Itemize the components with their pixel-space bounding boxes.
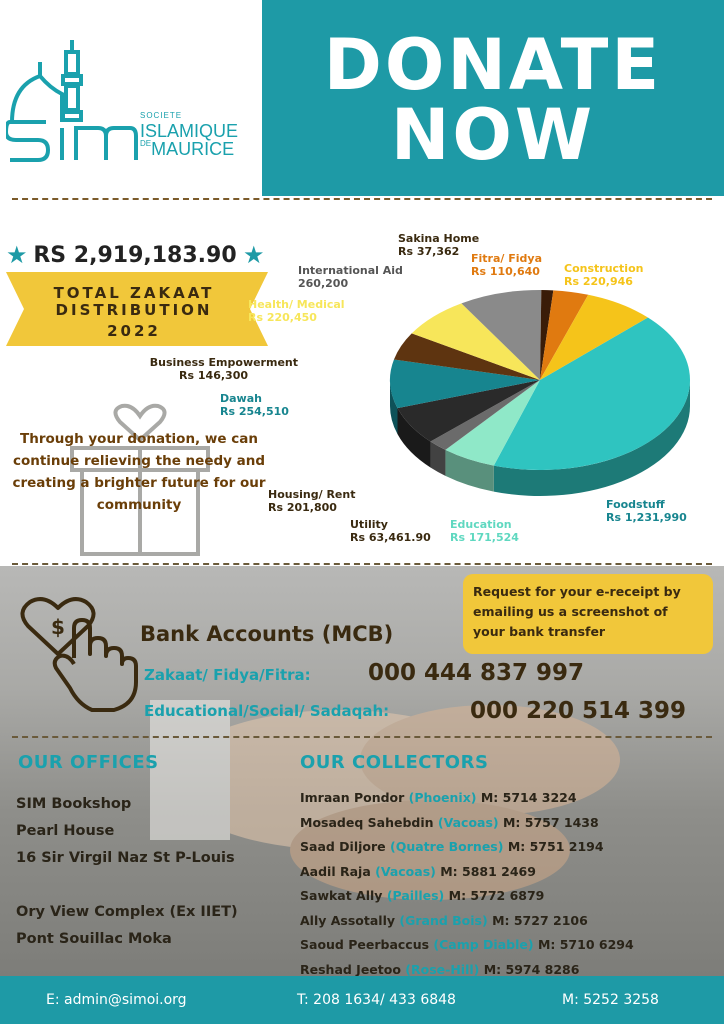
collector-name: Aadil Raja: [300, 863, 371, 879]
collector-name: Reshad Jeetoo: [300, 961, 401, 977]
total-amount: RS 2,919,183.90: [33, 243, 237, 268]
logo-line-societe: SOCIETE: [140, 111, 183, 120]
office-line: Pont Souillac Moka: [16, 931, 172, 947]
collector-location: (Grand Bois): [399, 912, 488, 928]
collector-location: (Vacoas): [375, 863, 436, 879]
office-line: Ory View Complex (Ex IIET): [16, 904, 238, 920]
collector-phone: M: 5974 8286: [483, 961, 580, 977]
collector-name: Saad Diljore: [300, 839, 386, 854]
label-education: Education Rs 171,524: [450, 518, 519, 544]
divider-bank: [12, 736, 712, 738]
header: [0, 0, 724, 196]
svg-text:$: $: [51, 615, 65, 639]
label-business-empowerment: Business Empowerment Rs 146,300: [149, 356, 298, 382]
divider-top: [12, 198, 712, 200]
collector-row: [300, 815, 599, 830]
label-fitra-fidya: Fitra/ Fidya Rs 110,640: [471, 252, 542, 278]
collector-location: (Phoenix): [408, 790, 477, 805]
account-number-educational: 000 220 514 399: [470, 698, 687, 724]
ribbon-title: [24, 285, 244, 319]
collector-row: [300, 888, 544, 903]
logo-de: DE: [140, 139, 152, 148]
collector-name: Sawkat Ally: [300, 888, 383, 903]
collector-row: [300, 790, 577, 805]
donate-now-banner: [262, 0, 724, 196]
logo-maurice: MAURICE: [151, 139, 235, 159]
office-line: Pearl House: [16, 823, 115, 839]
label-dawah: Dawah Rs 254,510: [220, 392, 289, 418]
collector-phone: M: 5727 2106: [492, 912, 588, 928]
label-international-aid: International Aid 260,200: [298, 264, 403, 290]
now-word: NOW: [390, 94, 596, 176]
donation-message: Through your donation, we can continue relieving the needy and creating a brighter future for our community: [12, 431, 266, 513]
account-label-educational: Educational/Social/ Sadaqah:: [144, 702, 390, 720]
collectors-heading: OUR COLLECTORS: [300, 752, 489, 773]
label-construction: Construction Rs 220,946: [564, 262, 644, 288]
account-label-zakaat: Zakaat/ Fidya/Fitra:: [144, 666, 311, 684]
collector-row: [300, 962, 579, 977]
label-housing-rent: Housing/ Rent Rs 201,800: [268, 488, 356, 514]
distribution-pie-chart: [290, 270, 710, 510]
divider-middle: [12, 563, 712, 565]
ribbon-year: 2022: [107, 322, 161, 340]
collector-phone: M: 5881 2469: [440, 863, 536, 879]
collector-phone: M: 5757 1438: [502, 814, 599, 830]
collector-phone: M: 5710 6294: [537, 937, 634, 952]
collector-phone: M: 5751 2194: [507, 839, 604, 854]
label-utility: Utility Rs 63,461.90: [350, 518, 431, 544]
footer-email[interactable]: E: admin@simoi.org: [46, 992, 187, 1008]
collector-row: [300, 937, 634, 952]
footer-mobile[interactable]: M: 5252 3258: [562, 992, 659, 1008]
collector-location: (Vacoas): [437, 814, 499, 830]
collector-location: (Pailles): [386, 888, 445, 903]
logo-line-islamique: ISLAMIQUE: [140, 121, 239, 141]
collector-location: (Camp Diable): [433, 937, 534, 952]
ribbon-line-2: DISTRIBUTION: [55, 301, 213, 319]
label-sakina-home: Sakina Home Rs 37,362: [398, 232, 480, 258]
label-health-medical: Health/ Medical Rs 220,450: [248, 298, 345, 324]
star-icon-right: ★: [243, 241, 265, 269]
collector-row: [300, 864, 536, 879]
collector-phone: M: 5714 3224: [480, 790, 577, 805]
label-foodstuff: Foodstuff Rs 1,231,990: [606, 498, 687, 524]
collector-name: Imraan Pondor: [300, 790, 405, 805]
collector-row: [300, 913, 588, 928]
collector-phone: M: 5772 6879: [448, 888, 545, 903]
e-receipt-note: Request for your e-receipt by emailing us a screenshot of your bank transfer: [463, 574, 713, 654]
collector-name: Saoud Peerbaccus: [300, 937, 430, 952]
account-number-zakaat: 000 444 837 997: [368, 660, 585, 686]
collector-location: (Quatre Bornes): [390, 839, 504, 854]
footer-telephone[interactable]: T: 208 1634/ 433 6848: [297, 992, 456, 1008]
donate-word: DONATE: [323, 24, 663, 106]
bank-accounts-title: Bank Accounts (MCB): [140, 622, 394, 646]
collector-row: [300, 839, 604, 854]
logo-line-maurice: [140, 140, 238, 158]
ribbon-line-1: TOTAL ZAKAAT: [53, 284, 215, 302]
donate-hand-heart-icon: [18, 584, 138, 712]
star-icon-left: ★: [6, 241, 28, 269]
logo-wordmark: [140, 112, 238, 158]
collector-name: Mosadeq Sahebdin: [300, 814, 434, 830]
collector-location: (Rose-Hill): [405, 961, 480, 977]
collector-name: Ally Assotally: [300, 912, 396, 928]
offices-heading: OUR OFFICES: [18, 752, 159, 773]
office-line: 16 Sir Virgil Naz St P-Louis: [16, 850, 235, 866]
office-line: SIM Bookshop: [16, 796, 132, 812]
